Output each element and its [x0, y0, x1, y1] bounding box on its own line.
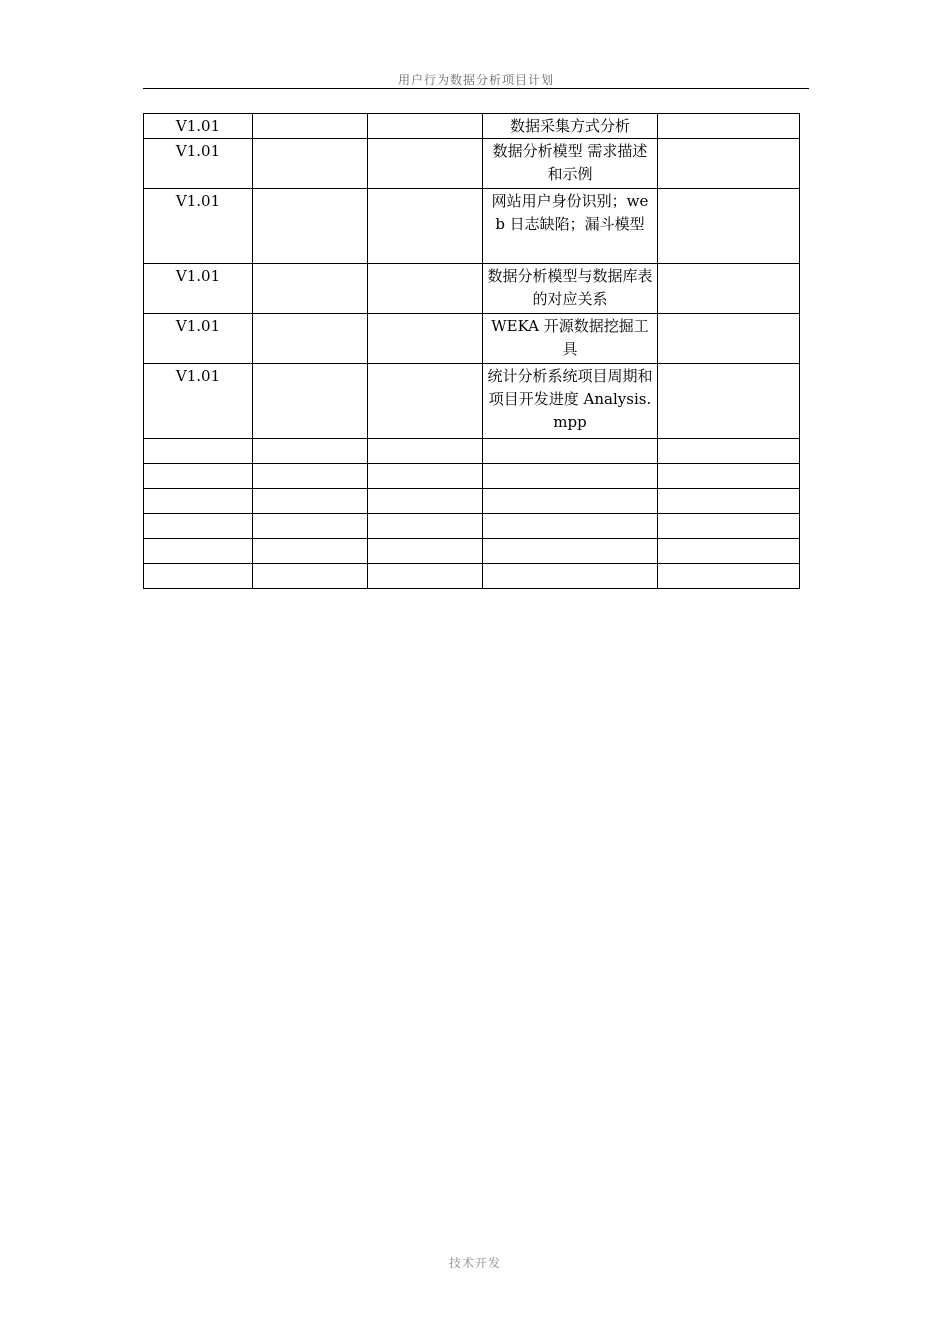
table-row [144, 189, 800, 264]
table-cell [368, 264, 483, 314]
table-cell [253, 489, 368, 514]
table-cell [253, 439, 368, 464]
table-cell [253, 314, 368, 364]
table-cell [253, 539, 368, 564]
table-cell [368, 139, 483, 189]
footer-text: 技术开发 [448, 1256, 501, 1270]
table-cell [368, 539, 483, 564]
description-cell [483, 564, 658, 589]
table-cell [253, 514, 368, 539]
table-cell [658, 464, 800, 489]
version-cell [144, 539, 253, 564]
table-row [144, 464, 800, 489]
version-cell: V1.01 [144, 189, 253, 264]
description-cell [483, 439, 658, 464]
table-cell [253, 189, 368, 264]
description-cell [483, 489, 658, 514]
version-cell: V1.01 [144, 114, 253, 139]
table-cell [658, 439, 800, 464]
description-cell: WEKA 开源数据挖掘工具 [483, 314, 658, 364]
version-cell [144, 464, 253, 489]
table-cell [253, 464, 368, 489]
table-row [144, 139, 800, 189]
table-cell [658, 139, 800, 189]
table-cell [253, 139, 368, 189]
revision-history-table [143, 113, 800, 589]
table-cell [658, 564, 800, 589]
table-row [144, 514, 800, 539]
table-cell [658, 189, 800, 264]
version-cell [144, 514, 253, 539]
description-cell: 数据采集方式分析 [483, 114, 658, 139]
table-cell [658, 489, 800, 514]
page-footer [0, 1252, 950, 1271]
header-title: 用户行为数据分析项目计划 [397, 73, 554, 87]
description-cell [483, 464, 658, 489]
table-cell [368, 564, 483, 589]
table-cell [368, 314, 483, 364]
table-cell [368, 514, 483, 539]
version-cell: V1.01 [144, 314, 253, 364]
description-cell: 数据分析模型 需求描述和示例 [483, 139, 658, 189]
table-row [144, 264, 800, 314]
description-cell: 数据分析模型与数据库表的对应关系 [483, 264, 658, 314]
table-cell [658, 114, 800, 139]
table-row [144, 114, 800, 139]
version-cell: V1.01 [144, 139, 253, 189]
table-cell [368, 439, 483, 464]
table-cell [658, 539, 800, 564]
table-cell [368, 464, 483, 489]
description-cell: 统计分析系统项目周期和项目开发进度 Analysis.mpp [483, 364, 658, 439]
table-row [144, 314, 800, 364]
description-cell [483, 539, 658, 564]
version-cell [144, 489, 253, 514]
table-cell [658, 364, 800, 439]
version-cell: V1.01 [144, 264, 253, 314]
table-row [144, 489, 800, 514]
table-cell [253, 564, 368, 589]
table-cell [368, 364, 483, 439]
version-cell [144, 564, 253, 589]
table-cell [253, 264, 368, 314]
table-cell [658, 314, 800, 364]
table-cell [368, 114, 483, 139]
table-row [144, 439, 800, 464]
table-cell [368, 189, 483, 264]
description-cell: 网站用户身份识别；web 日志缺陷；漏斗模型 [483, 189, 658, 264]
description-cell [483, 514, 658, 539]
table-row [144, 364, 800, 439]
table-row [144, 564, 800, 589]
table-cell [658, 264, 800, 314]
version-cell [144, 439, 253, 464]
page-header [143, 68, 809, 89]
table-cell [368, 489, 483, 514]
table-row [144, 539, 800, 564]
table-cell [658, 514, 800, 539]
table-cell [253, 114, 368, 139]
table-cell [253, 364, 368, 439]
version-cell: V1.01 [144, 364, 253, 439]
